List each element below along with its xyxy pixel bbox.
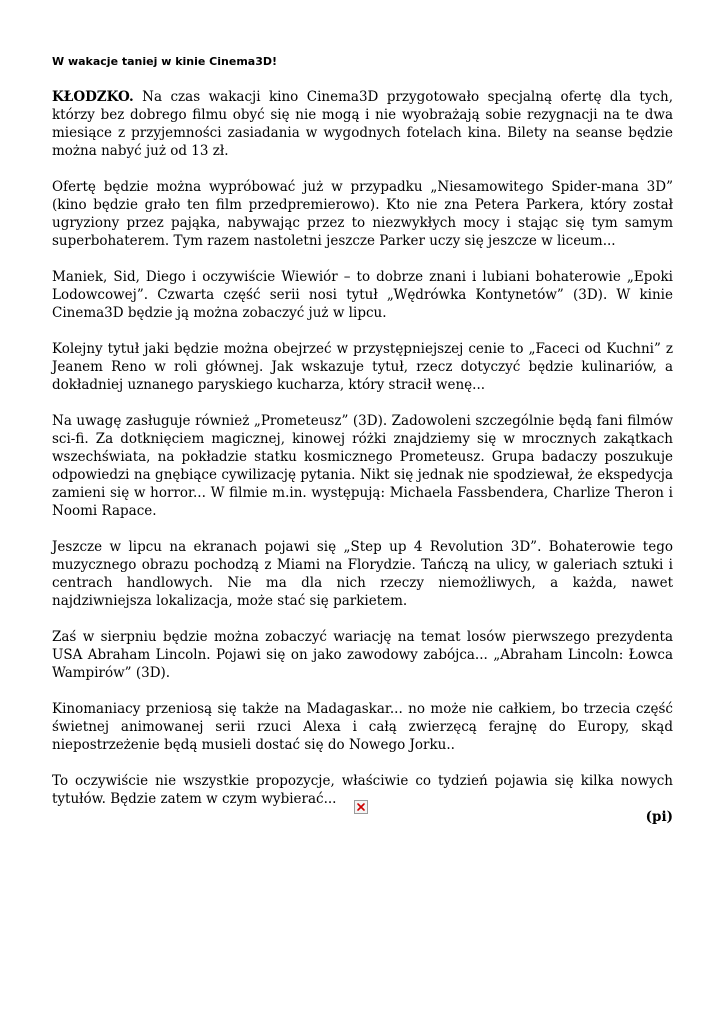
article-paragraph-1 [52,88,673,160]
article-paragraph-6: Jeszcze w lipcu na ekranach pojawi się „Step up 4 Revolution 3D”. Bohaterowie tego muzycznego obrazu pochodzą z Miami na Florydzie. Tańczą na ulicy, w galeriach sztuki i centrach handlowych. Nie ma dla nich rzeczy niemożliwych, a każda, nawet najdziwniejsza lokalizacja, może stać się parkietem. [52,539,673,609]
broken-image-icon [354,800,368,814]
article-paragraph-9: To oczywiście nie wszystkie propozycje, właściwie co tydzień pojawia się kilka nowych tytułów. Będzie zatem w czym wybierać... [52,773,673,807]
article-paragraph-3: Maniek, Sid, Diego i oczywiście Wiewiór – to dobrze znani i lubiani bohaterowie „Epoki Lodowcowej”. Czwarta część serii nosi tytuł „Wędrówka Kontynetów” (3D). W kinie Cinema3D będzie ją można zobaczyć już w lipcu. [52,269,673,321]
article-paragraph-1-text: Na czas wakacji kino Cinema3D przygotowało specjalną ofertę dla tych, którzy bez dobrego filmu obyć się nie mogą i nie wyobrażają sobie rezygnacji na te dwa miesiące z przyjemności zasiadania w wygodnych fotelach kina. Bilety na seanse będzie można nabyć już od 13 zł. [52,89,673,159]
article-headline: W wakacje taniej w kinie Cinema3D! [52,55,278,68]
article-paragraph-2: Ofertę będzie można wypróbować już w przypadku „Niesamowitego Spider-mana 3D” (kino będzie grało ten film przedpremierowo). Kto nie zna Petera Parkera, który został ugryziony przez pająka, nabywając przez to niezwykłych mocy i stając się tym samym superbohaterem. Tym razem nastoletni jeszcze Parker uczy się jeszcze w liceum... [52,179,673,249]
article [52,54,673,826]
article-paragraph-8: Kinomaniacy przeniosą się także na Madagaskar... no może nie całkiem, bo trzecia część świetnej animowanej serii rzuci Alexa i całą zwierzęcą ferajnę do Europy, skąd niepostrzeżenie będą musieli dostać się do Nowego Jorku.. [52,701,673,753]
article-paragraph-4: Kolejny tytuł jaki będzie można obejrzeć w przystępniejszej cenie to „Faceci od Kuchni” z Jeanem Reno w roli głównej. Jak wskazuje tytuł, rzecz dotyczyć będzie kulinariów, a dokładniej uznanego paryskiego kucharza, który stracił wenę... [52,341,673,393]
article-paragraph-7: Zaś w sierpniu będzie można zobaczyć wariację na temat losów pierwszego prezydenta USA Abraham Lincoln. Pojawi się on jako zawodowy zabójca... „Abraham Lincoln: Łowca Wampirów” (3D). [52,629,673,681]
article-paragraph-5: Na uwagę zasługuje również „Prometeusz” (3D). Zadowoleni szczególnie będą fani filmów sci-fi. Za dotknięciem magicznej, kinowej różki znajdziemy się w mrocznych zakątkach wszechświata, na pokładzie statku kosmicznego Prometeusz. Grupa badaczy poszukuje odpowiedzi na gnębiące cywilizację pytania. Nikt się jednak nie spodziewał, że ekspedycja zamieni się w horror... W filmie m.in. występują: Michaela Fassbendera, Charlize Theron i Noomi Rapace. [52,413,673,519]
article-lead-word: KŁODZKO. [52,89,134,105]
author-signature: (pi) [645,809,673,825]
